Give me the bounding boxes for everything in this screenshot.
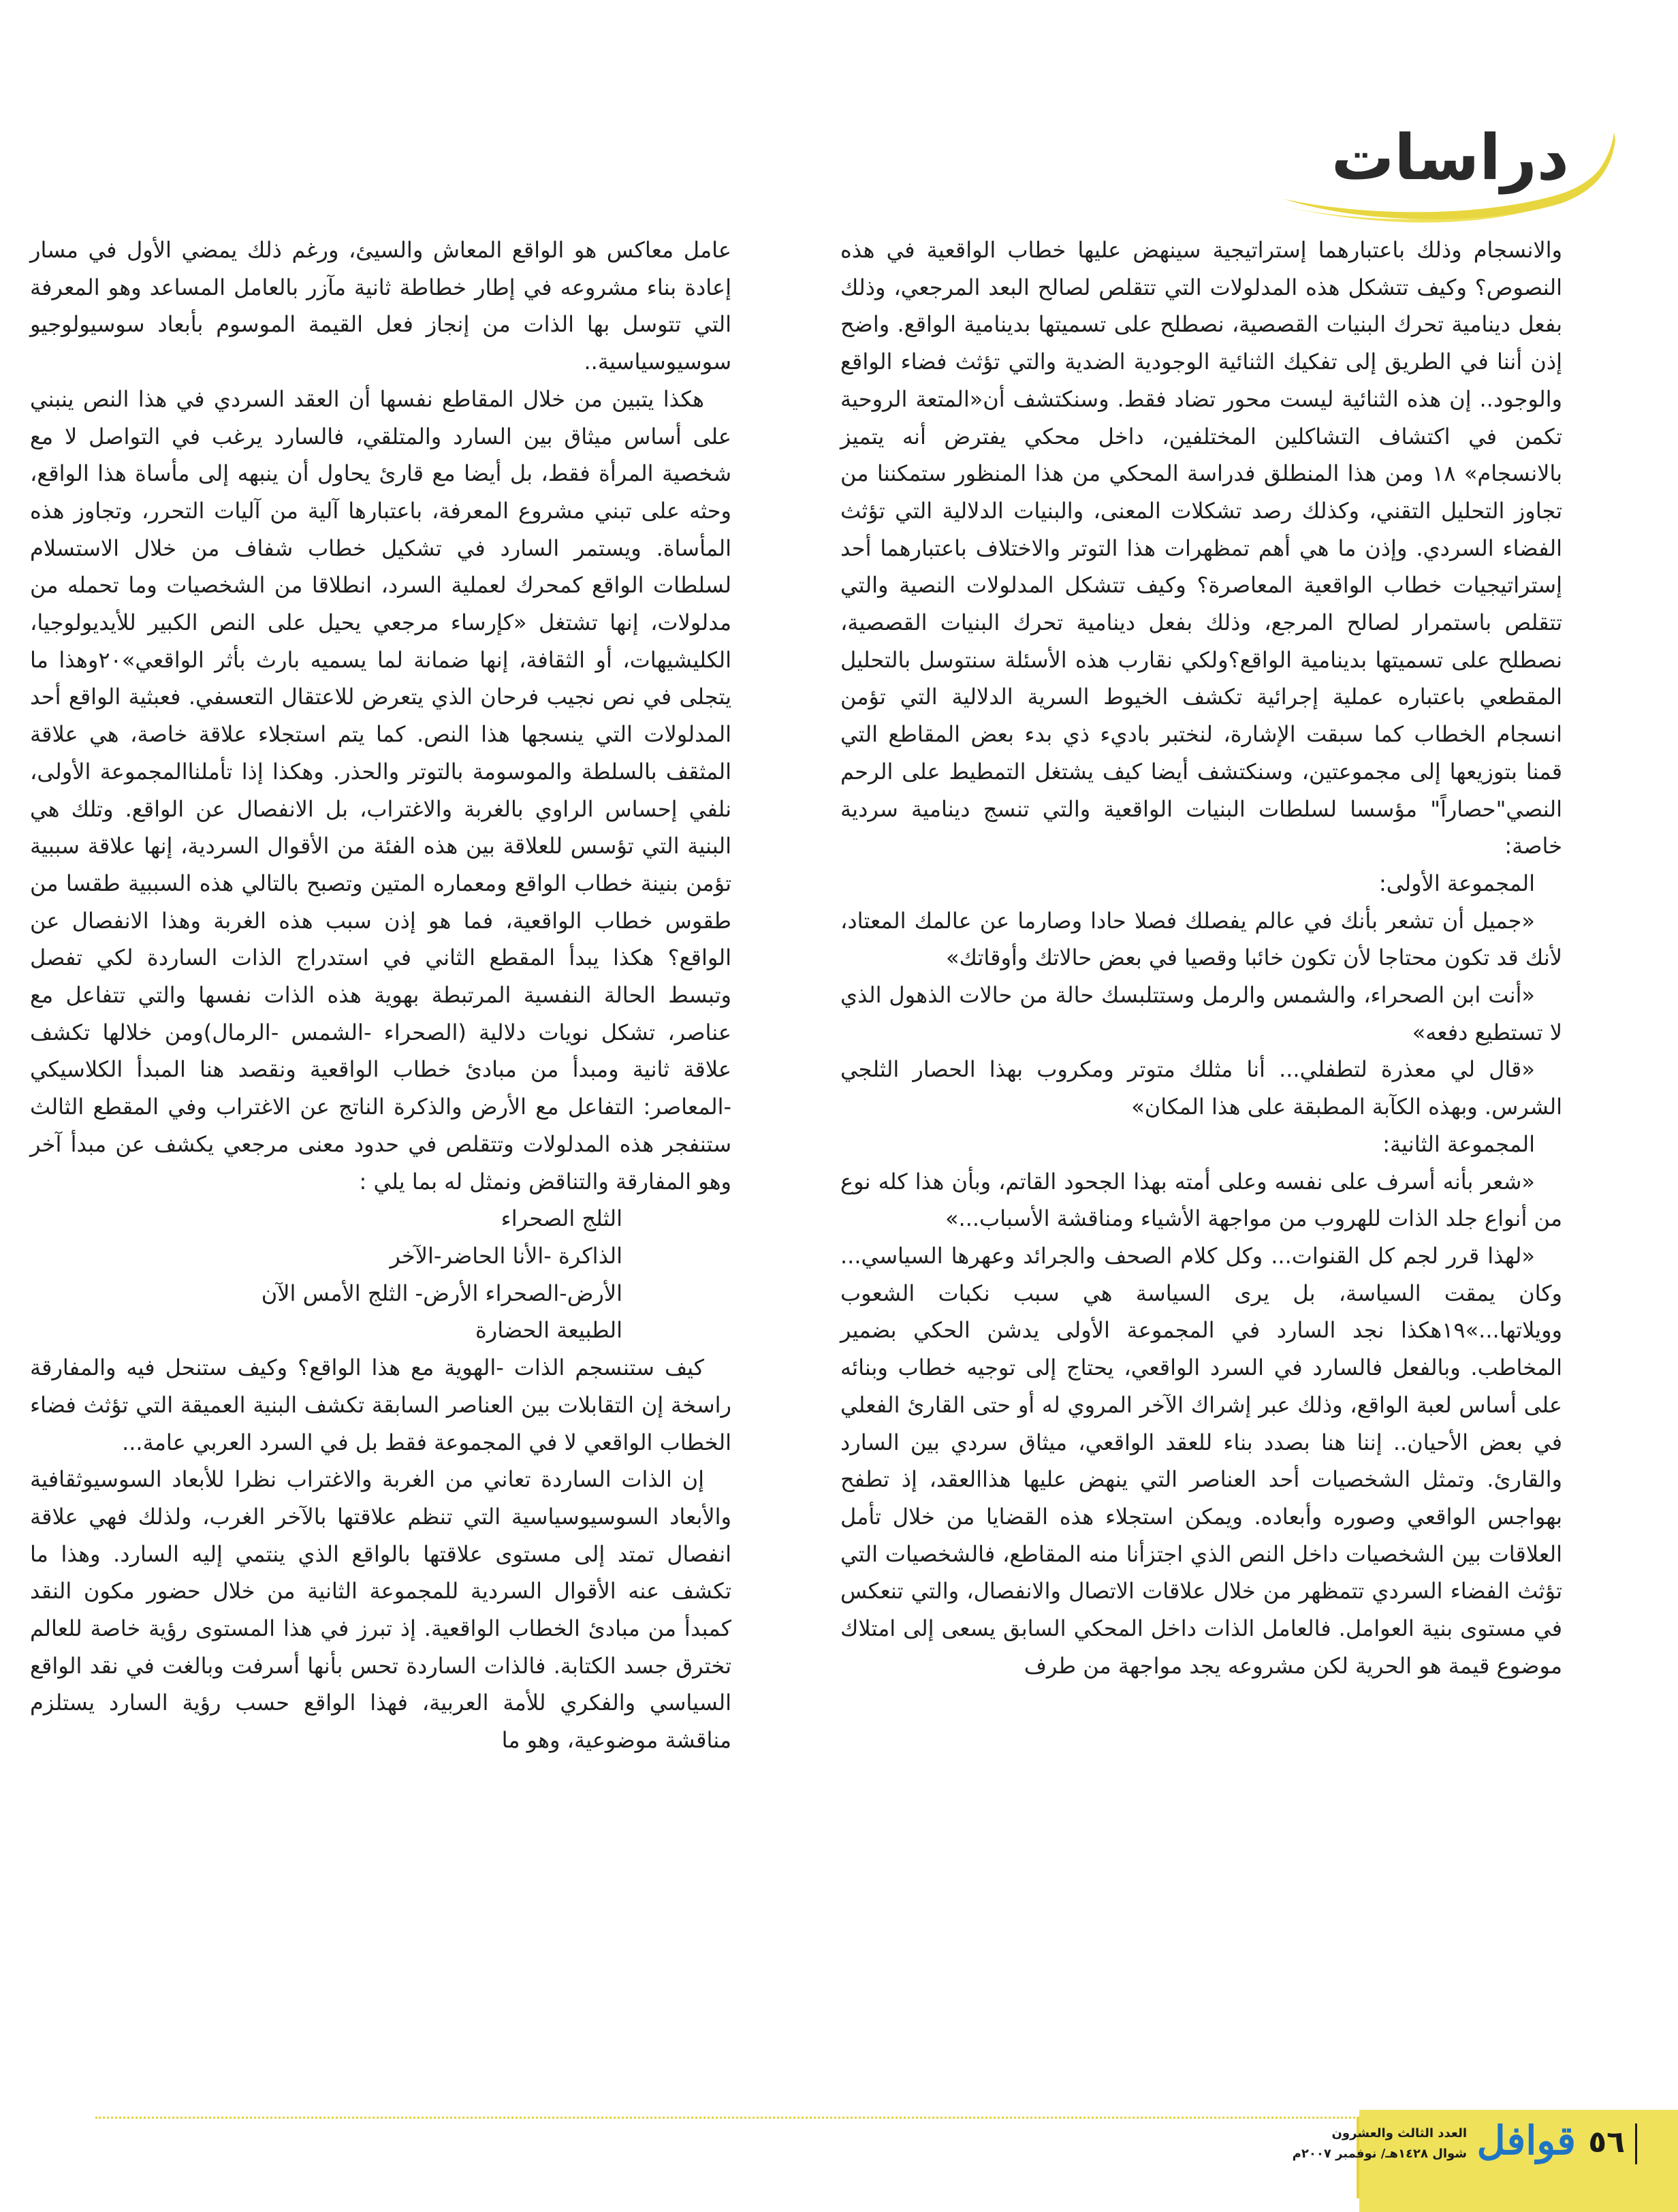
section-header — [1263, 123, 1617, 225]
paragraph: هكذا يتبين من خلال المقاطع نفسها أن العقد السردي في هذا النص ينبني على أساس ميثاق بين السارد والمتلقي، فالسارد يرغب في التواصل لا مع شخصية المرأة فقط، بل أيضا مع قارئ يحاول أن ينبهه إلى مأساة هذا الواقع، وحثه على تبني مشروع المعرفة، باعتبارها آلية من آليات التحرر، وتجاوز هذه المأساة. ويستمر السارد في تشكيل خطاب شفاف من خلال الاستسلام لسلطات الواقع كمحرك لعملية السرد، انطلاقا من الشخصيات وما تحمله من مدلولات، إنها تشتغل «كإرساء مرجعي يحيل على النص الكبير للأيديولوجيا، الكليشيهات، أو الثقافة، إنها ضمانة لما يسميه بارث بأثر الواقعي»٢٠وهذا ما يتجلى في نص نجيب فرحان الذي يتعرض للاعتقال التعسفي. فعبثية الواقع أحد المدلولات التي ينسجها هذا النص. كما يتم استجلاء علاقة خاصة، هي علاقة المثقف بالسلطة والموسومة بالتوتر والحذر. وهكذا إذا تأملناالمجموعة الأولى، نلفي إحساس الراوي بالغربة والاغتراب، بل الانفصال عن الواقع. وتلك هي البنية التي تؤسس للعلاقة بين هذه الفئة من الأقوال السردية، إنها علاقة سببية تؤمن بنينة خطاب الواقع ومعماره المتين وتصبح بالتالي هذه السببية طقسا من طقوس خطاب الواقعية، فما هو إذن سبب هذه الغربة وهذا الانفصال عن الواقع؟ هكذا يبدأ المقطع الثاني في استدراج الذات الساردة لكي تفصل وتبسط الحالة النفسية المرتبطة بهوية هذه الذات نفسها والتي تتفاعل مع عناصر، تشكل نويات دلالية (الصحراء -الشمس -الرمال)ومن خلالها تكشف علاقة ثانية ومبدأ من مبادئ خطاب الواقعية ونقصد هنا المبدأ الكلاسيكي -المعاصر: التفاعل مع الأرض والذكرة الناتج عن الاغتراب وفي المقطع الثالث ستنفجر هذه المدلولات وتتقلص في حدود معنى مرجعي يكشف عن مبدأ آخر وهو المفارقة والتناقض ونمثل له بما يلي : — [30, 385, 732, 1195]
paragraph: عامل معاكس هو الواقع المعاش والسيئ، ورغم ذلك يمضي الأول في مسار إعادة بناء مشروعه في إطار خطاطة ثانية مآزر بالعامل المساعد وهو المعرفة التي تتوسل بها الذات من إنجاز فعل القيمة الموسوم بأبعاد سوسيولوجيو سوسيوسياسية.. — [30, 237, 731, 375]
quote-paragraph: «أنت ابن الصحراء، والشمس والرمل وستتلبسك حالة من حالات الذهول الذي لا تستطيع دفعه» — [840, 982, 1562, 1045]
text-column-left — [30, 232, 731, 2104]
quote-paragraph: «شعر بأنه أسرف على نفسه وعلى أمته بهذا الجحود القاتم، وبأن هذا كله نوع من أنواع جلد الذات للهروب من مواجهة الأشياء ومناقشة الأسباب...» — [840, 1168, 1562, 1232]
list-item: الثلج الصحراء — [501, 1205, 622, 1232]
list-item: الذاكرة -الأنا الحاضر-الآخر — [390, 1242, 622, 1269]
issue-info — [1292, 2123, 1467, 2164]
text-column-right — [840, 232, 1562, 2104]
paragraph: كيف ستنسجم الذات -الهوية مع هذا الواقع؟ وكيف ستنحل فيه والمفارقة راسخة إن التقابلات بين العناصر السابقة تكشف البنية العميقة التي تؤثث فضاء الخطاب الواقعي لا في المجموعة فقط بل في السرد العربي عامة... — [30, 1355, 731, 1455]
quote-paragraph: «قال لي معذرة لتطفلي... أنا مثلك متوتر ومكروب بهذا الحصار الثلجي الشرس. وبهذه الكآبة المطبقة على هذا المكان» — [840, 1056, 1562, 1120]
issue-number: العدد الثالث والعشرون — [1331, 2126, 1467, 2140]
section-title: دراسات — [1331, 121, 1569, 194]
group-heading: المجموعة الثانية: — [1382, 1131, 1535, 1157]
paragraph: إن الذات الساردة تعاني من الغربة والاغتراب نظرا للأبعاد السوسيوثقافية والأبعاد السوسيوسياسية التي تنظم علاقتها بالآخر الغرب، ولذلك فهي علاقة انفصال تمتد إلى مستوى علاقتها بالواقع الذي ينتمي إليه السارد. وهذا ما تكشف عنه الأقوال السردية للمجموعة الثانية من خلال حضور مكون النقد كمبدأ من مبادئ الخطاب الواقعية. إذ تبرز في هذا المستوى رؤية خاصة للعالم تخترق جسد الكتابة. فالذات الساردة تحس بأنها أسرفت وبالغت في نقد الواقع السياسي والفكري للأمة العربية، فهذا الواقع حسب رؤية السارد يستلزم مناقشة موضوعية، وهو ما — [30, 1466, 731, 1754]
list-item: الطبيعة الحضارة — [475, 1317, 622, 1344]
list-item: الأرض-الصحراء الأرض- الثلج الأمس الآن — [261, 1280, 622, 1306]
footer-divider — [1635, 2123, 1637, 2164]
group-heading: المجموعة الأولى: — [1378, 870, 1535, 896]
quote-paragraph: «جميل أن تشعر بأنك في عالم يفصلك فصلا حادا وصارما عن عالمك المعتاد، لأنك قد تكون محتاجا لأن تكون خائبا وقصيا في بعض حالاتك وأوقاتك» — [840, 907, 1562, 971]
paragraph: والانسجام وذلك باعتبارهما إستراتيجية سينهض عليها خطاب الواقعية في هذه النصوص؟ وكيف تتشكل هذه المدلولات التي تتقلص لصالح البعد المرجعي، وذلك بفعل دينامية تحرك البنيات القصصية، نصطلح على تسميتها بدينامية الواقع. واضح إذن أننا في الطريق إلى تفكيك الثنائية الوجودية الضدية والتي تؤثث فضاء الواقع والوجود.. إن هذه الثنائية ليست محور تضاد فقط. وسنكتشف أن«المتعة الروحية تكمن في اكتشاف التشاكلين المختلفين، داخل محكي يفترض أنه يتميز بالانسجام» ١٨ ومن هذا المنطلق فدراسة المحكي من هذا المنظور ستمكننا من تجاوز التحليل التقني، وكذلك رصد تشكلات المعنى، والبنيات الدلالية التي تؤثث الفضاء السردي. وإذن ما هي أهم تمظهرات هذا التوتر والاختلاف باعتبارهما أحد إستراتيجيات خطاب الواقعية المعاصرة؟ وكيف تتشكل المدلولات النصية والتي تتقلص باستمرار لصالح المرجع، وذلك بفعل دينامية تحرك البنيات القصصية، نصطلح على تسميتها بدينامية الواقع؟ولكي نقارب هذه الأسئلة سنتوسل بالتحليل المقطعي باعتباره عملية إجرائية تكشف الخيوط السرية الدلالية التي تؤمن انسجام الخطاب كما سبقت الإشارة، لنختبر باديء ذي بدء بعض المقاطع التي قمنا بتوزيعها إلى مجموعتين، وسنكتشف أيضا كيف يشتغل التمطيط على الرحم النصي"حصاراً" مؤسسا لسلطات البنيات الواقعية والتي تنسج دينامية سردية خاصة: — [840, 237, 1563, 859]
page-number: ٥٦ — [1588, 2125, 1625, 2160]
magazine-logo: قوافل — [1476, 2117, 1576, 2164]
quote-paragraph: «لهذا قرر لجم كل القنوات... وكل كلام الصحف والجرائد وعهرها السياسي... وكان يمقت السياسة، بل يرى السياسة هي سبب نكبات الشعوب وويلاتها...»١٩هكذا نجد السارد في المجموعة الأولى يدشن الحكي بضمير المخاطب. وبالفعل فالسارد في السرد الواقعي، يحتاج إلى توجيه خطاب وبنائه على أساس لعبة الواقع، وذلك عبر إشراك الآخر المروي له أو حتى القارئ الفعلي في بعض الأحيان.. إننا هنا بصدد بناء للعقد الواقعي، ميثاق سردي بين السارد والقارئ. وتمثل الشخصيات أحد العناصر التي ينهض عليها هذاالعقد، إذ تطفح بهواجس الواقعي وصوره وأبعاده. ويمكن استجلاء هذه القضايا من خلال تأمل العلاقات بين الشخصيات داخل النص الذي اجتزأنا منه المقاطع، فالشخصيات التي تؤثث الفضاء السردي تتمظهر من خلال علاقات الاتصال والانفصال، والتي تنعكس في مستوى بنية العوامل. فالعامل الذات داخل المحكي السابق يسعى إلى امتلاك موضوع قيمة هو الحرية لكن مشروعه يجد مواجهة من طرف — [840, 1242, 1562, 1679]
issue-date: شوال ١٤٢٨هـ/ نوفمبر ٢٠٠٧م — [1292, 2147, 1467, 2161]
opposition-list — [30, 1200, 731, 1349]
